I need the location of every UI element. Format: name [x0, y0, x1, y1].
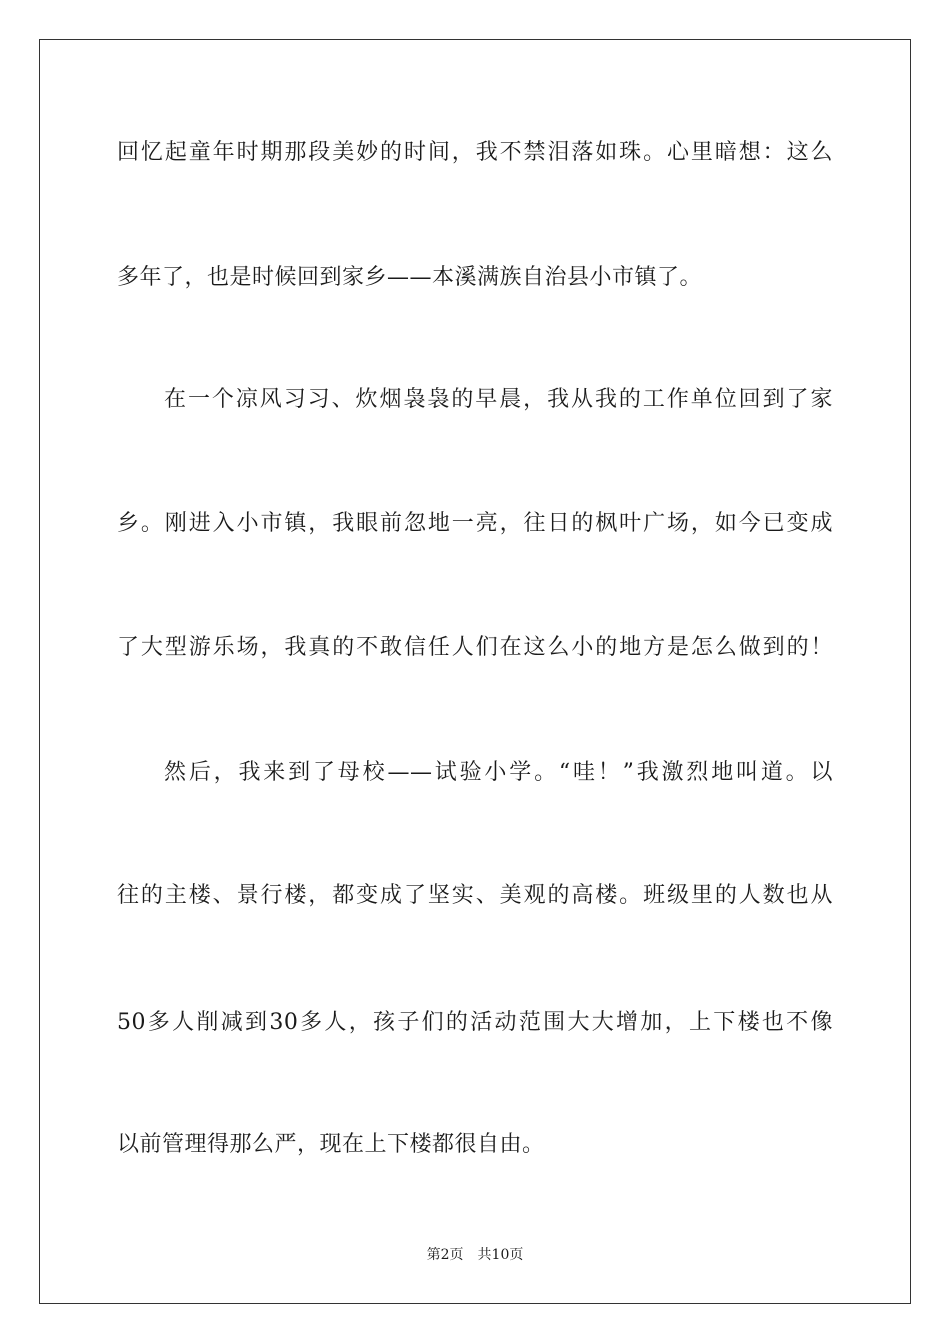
paragraph-line-4: 乡。刚进入小市镇，我眼前忽地一亮，往日的枫叶广场，如今已变成: [117, 511, 833, 536]
paragraph-line-5: 了大型游乐场，我真的不敢信任人们在这么小的地方是怎么做到的！: [117, 635, 833, 660]
paragraph-line-2: 多年了，也是时候回到家乡——本溪满族自治县小市镇了。: [117, 265, 703, 290]
paragraph-line-7: 往的主楼、景行楼，都变成了坚实、美观的高楼。班级里的人数也从: [117, 883, 833, 908]
paragraph-line-3: 在一个凉风习习、炊烟袅袅的早晨，我从我的工作单位回到了家: [164, 387, 833, 412]
paragraph-line-1: 回忆起童年时期那段美妙的时间，我不禁泪落如珠。心里暗想：这么: [117, 140, 833, 165]
page-total: 共10页: [477, 1247, 524, 1263]
paragraph-line-9: 以前管理得那么严，现在上下楼都很自由。: [117, 1132, 545, 1157]
paragraph-line-6: 然后，我来到了母校——试验小学。“哇！”我激烈地叫道。以: [164, 760, 833, 785]
paragraph-line-8: 50多人削减到30多人，孩子们的活动范围大大增加，上下楼也不像: [117, 1010, 833, 1035]
page-border: [39, 39, 911, 1304]
page-footer: [0, 1245, 950, 1265]
page-number: 第2页: [426, 1247, 464, 1263]
